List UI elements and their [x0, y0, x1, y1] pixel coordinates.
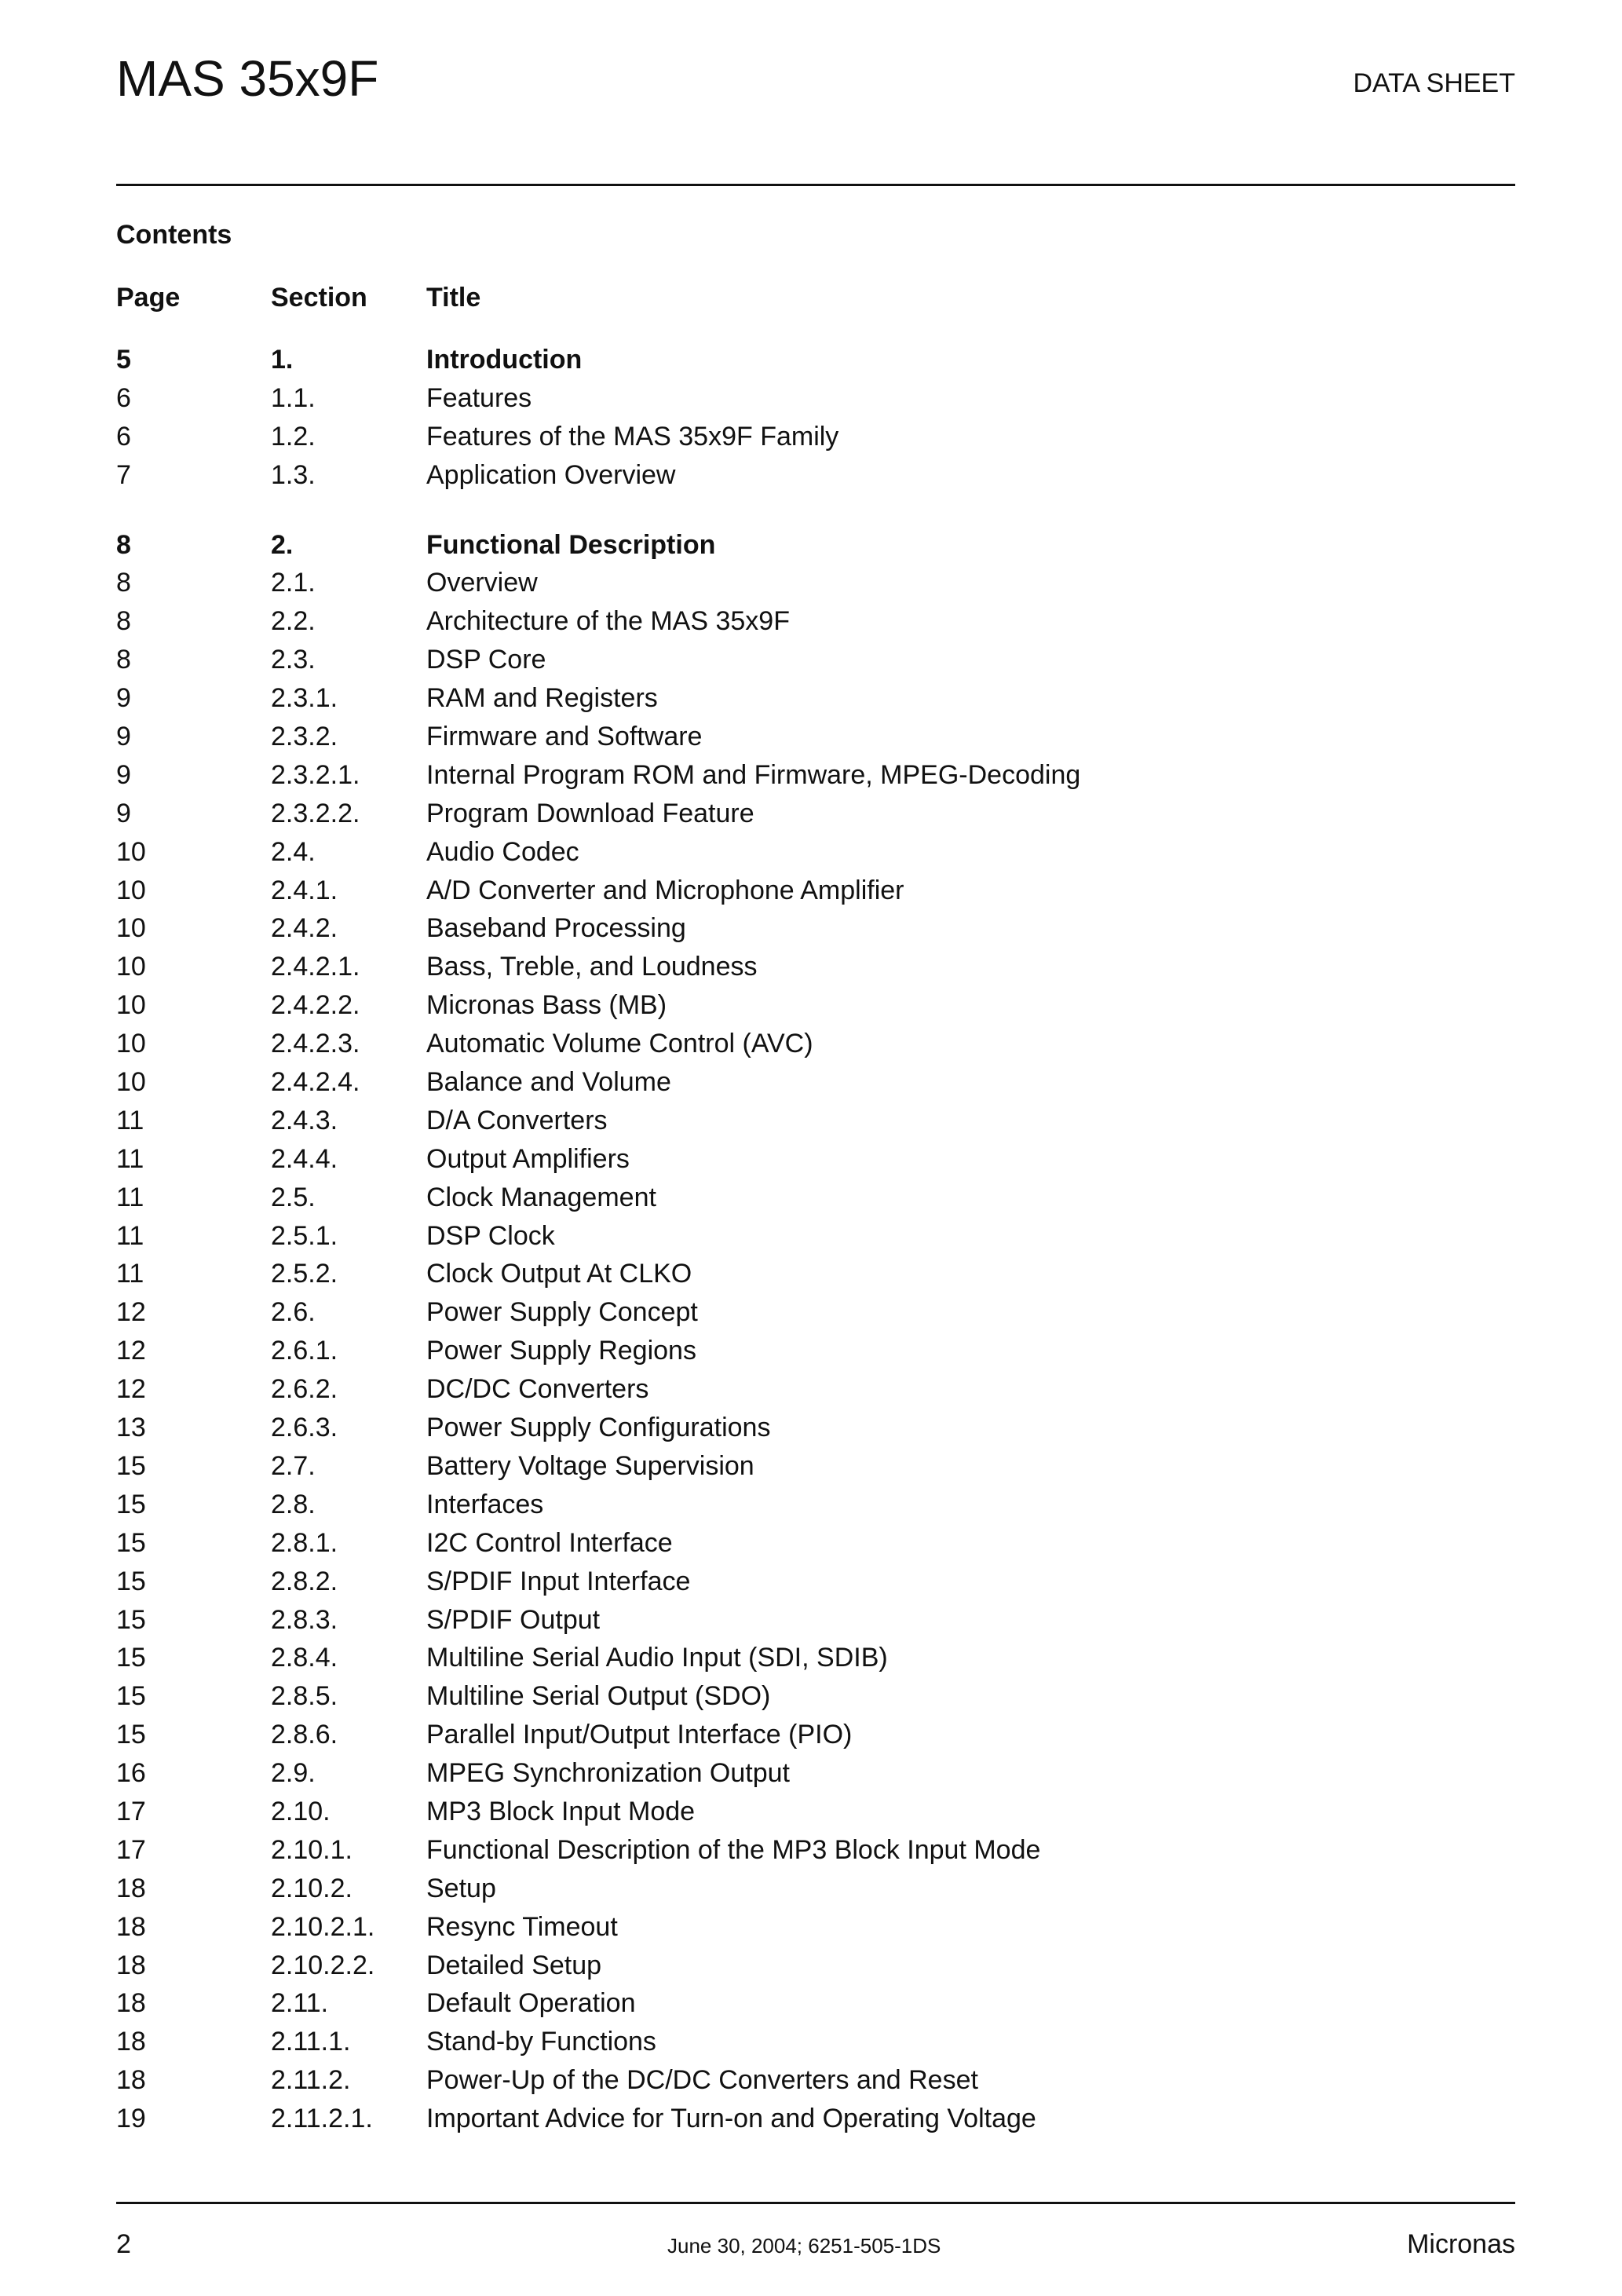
toc-title: Stand-by Functions — [426, 2027, 656, 2057]
toc-section-number: 2.6. — [271, 1297, 316, 1328]
toc-section-number: 2.10.1. — [271, 1834, 353, 1865]
toc-section-number: 2.6.2. — [271, 1374, 338, 1405]
toc-title: Features — [426, 382, 532, 413]
toc-section-number: 2.7. — [271, 1450, 316, 1481]
toc-page-number: 7 — [116, 459, 131, 490]
toc-title: DSP Clock — [426, 1220, 555, 1251]
contents-heading: Contents — [116, 220, 232, 250]
toc-title: Power Supply Concept — [426, 1297, 698, 1328]
toc-row — [116, 1447, 1529, 1486]
toc-row — [116, 1754, 1529, 1793]
toc-row — [116, 872, 1529, 910]
toc-row — [116, 1870, 1529, 1908]
toc-page-number: 18 — [116, 1988, 146, 2019]
toc-title: Automatic Volume Control (AVC) — [426, 1029, 813, 1059]
toc-page-number: 16 — [116, 1758, 146, 1789]
toc-page-number: 12 — [116, 1297, 146, 1328]
toc-page-number: 10 — [116, 836, 146, 867]
toc-row — [116, 2023, 1529, 2061]
toc-row — [116, 1486, 1529, 1524]
toc-section-number: 2.10. — [271, 1796, 331, 1826]
toc-row — [116, 1677, 1529, 1716]
toc-row — [116, 1716, 1529, 1754]
toc-row — [116, 1984, 1529, 2023]
footer-page-number: 2 — [116, 2229, 131, 2259]
toc-row — [116, 1601, 1529, 1640]
toc-row — [116, 564, 1529, 602]
toc-page-number: 10 — [116, 1029, 146, 1059]
toc-title: Important Advice for Turn-on and Operating Voltage — [426, 2104, 1036, 2134]
toc-section-number: 2.1. — [271, 568, 316, 598]
toc-title: Functional Description of the MP3 Block Input Mode — [426, 1834, 1041, 1865]
toc-section-number: 2.11. — [271, 1988, 329, 2019]
toc-title: Clock Output At CLKO — [426, 1259, 692, 1289]
toc-section-number: 2.4.3. — [271, 1105, 338, 1135]
toc-title: Detailed Setup — [426, 1950, 602, 1980]
toc-title: Multiline Serial Audio Input (SDI, SDIB) — [426, 1643, 888, 1673]
toc-title: Overview — [426, 568, 538, 598]
toc-title: DC/DC Converters — [426, 1374, 649, 1405]
toc-chapter-row — [116, 341, 1529, 379]
toc-title: Audio Codec — [426, 836, 579, 867]
toc-row — [116, 679, 1529, 718]
toc-title: RAM and Registers — [426, 683, 658, 714]
toc-page-number: 12 — [116, 1336, 146, 1366]
toc-title: Application Overview — [426, 459, 676, 490]
column-header-section: Section — [271, 283, 367, 313]
toc-section-number: 2. — [271, 529, 294, 560]
toc-page-number: 15 — [116, 1681, 146, 1712]
toc-page-number: 9 — [116, 798, 131, 828]
toc-title: Balance and Volume — [426, 1067, 671, 1098]
toc-section-number: 2.9. — [271, 1758, 316, 1789]
toc-section-number: 2.3.2.1. — [271, 759, 360, 790]
toc-title: Clock Management — [426, 1182, 656, 1212]
toc-section-number: 2.4.2.4. — [271, 1067, 360, 1098]
toc-page-number: 18 — [116, 2065, 146, 2096]
toc-page-number: 11 — [116, 1182, 144, 1212]
toc-section-number: 2.5.1. — [271, 1220, 338, 1251]
toc-section-number: 2.4.2.2. — [271, 990, 360, 1021]
toc-page-number: 10 — [116, 1067, 146, 1098]
toc-page-number: 19 — [116, 2104, 146, 2134]
toc-page-number: 11 — [116, 1259, 144, 1289]
toc-section-number: 1.2. — [271, 421, 316, 452]
toc-chapter-row — [116, 526, 1529, 565]
toc-row — [116, 1908, 1529, 1947]
toc-row — [116, 2100, 1529, 2138]
toc-page-number: 15 — [116, 1643, 146, 1673]
toc-row — [116, 1063, 1529, 1102]
toc-page-number: 18 — [116, 1950, 146, 1980]
toc-section-number: 2.4.2. — [271, 913, 338, 944]
toc-section-number: 2.4.2.3. — [271, 1029, 360, 1059]
toc-title: Introduction — [426, 345, 583, 375]
toc-page-number: 18 — [116, 1911, 146, 1942]
toc-section-number: 2.8.3. — [271, 1604, 338, 1635]
toc-row — [116, 1370, 1529, 1409]
toc-title: MP3 Block Input Mode — [426, 1796, 696, 1826]
toc-title: Output Amplifiers — [426, 1143, 630, 1174]
toc-section-number: 2.3.1. — [271, 683, 338, 714]
toc-page-number: 17 — [116, 1834, 146, 1865]
toc-row — [116, 1332, 1529, 1370]
toc-page-number: 10 — [116, 913, 146, 944]
toc-section-number: 2.11.1. — [271, 2027, 351, 2057]
toc-section-number: 1. — [271, 345, 294, 375]
toc-section-number: 2.3.2.2. — [271, 798, 360, 828]
toc-section-number: 2.8.2. — [271, 1566, 338, 1596]
toc-title: Power Supply Configurations — [426, 1413, 771, 1443]
toc-row — [116, 1831, 1529, 1870]
toc-section-number: 2.5. — [271, 1182, 316, 1212]
toc-title: Micronas Bass (MB) — [426, 990, 667, 1021]
toc-page-number: 6 — [116, 382, 131, 413]
toc-section-number: 2.5.2. — [271, 1259, 338, 1289]
table-of-contents — [116, 341, 1529, 2138]
toc-section-number: 1.1. — [271, 382, 316, 413]
toc-title: D/A Converters — [426, 1105, 608, 1135]
column-header-page: Page — [116, 283, 181, 313]
toc-title: S/PDIF Input Interface — [426, 1566, 691, 1596]
toc-row — [116, 456, 1529, 495]
toc-row — [116, 1524, 1529, 1563]
toc-row — [116, 1179, 1529, 1217]
toc-title: Interfaces — [426, 1489, 544, 1519]
toc-page-number: 5 — [116, 345, 131, 375]
toc-title: Firmware and Software — [426, 722, 703, 752]
toc-page-number: 15 — [116, 1527, 146, 1558]
toc-section-number: 2.8.5. — [271, 1681, 338, 1712]
toc-page-number: 8 — [116, 529, 131, 560]
toc-row — [116, 909, 1529, 948]
toc-page-number: 9 — [116, 683, 131, 714]
toc-page-number: 15 — [116, 1450, 146, 1481]
toc-section-number: 2.8. — [271, 1489, 316, 1519]
header-divider — [116, 184, 1515, 186]
toc-page-number: 15 — [116, 1720, 146, 1750]
toc-row — [116, 718, 1529, 756]
toc-page-number: 15 — [116, 1489, 146, 1519]
footer-date-docnum: June 30, 2004; 6251-505-1DS — [667, 2234, 941, 2258]
toc-page-number: 9 — [116, 759, 131, 790]
toc-page-number: 10 — [116, 875, 146, 905]
toc-page-number: 15 — [116, 1566, 146, 1596]
toc-row — [116, 418, 1529, 456]
toc-title: Bass, Treble, and Loudness — [426, 952, 758, 982]
toc-section-number: 2.8.4. — [271, 1643, 338, 1673]
toc-row — [116, 1947, 1529, 1985]
toc-row — [116, 1025, 1529, 1063]
toc-section-number: 2.4. — [271, 836, 316, 867]
toc-title: Battery Voltage Supervision — [426, 1450, 754, 1481]
toc-section-number: 2.3. — [271, 645, 316, 675]
toc-section-number: 2.10.2.1. — [271, 1911, 375, 1942]
toc-section-number: 2.10.2. — [271, 1873, 353, 1903]
toc-title: I2C Control Interface — [426, 1527, 673, 1558]
toc-row — [116, 1140, 1529, 1179]
toc-section-number: 2.4.4. — [271, 1143, 338, 1174]
toc-row — [116, 986, 1529, 1025]
column-header-title: Title — [426, 283, 481, 313]
toc-page-number: 11 — [116, 1220, 144, 1251]
toc-page-number: 17 — [116, 1796, 146, 1826]
toc-row — [116, 1793, 1529, 1831]
toc-section-number: 2.6.3. — [271, 1413, 338, 1443]
toc-page-number: 11 — [116, 1143, 144, 1174]
toc-row — [116, 1639, 1529, 1677]
toc-section-number: 2.8.1. — [271, 1527, 338, 1558]
toc-section-number: 2.6.1. — [271, 1336, 338, 1366]
toc-page-number: 18 — [116, 2027, 146, 2057]
toc-section-number: 2.3.2. — [271, 722, 338, 752]
toc-title: Features of the MAS 35x9F Family — [426, 421, 839, 452]
toc-row — [116, 1409, 1529, 1447]
product-title: MAS 35x9F — [116, 50, 379, 107]
toc-title: S/PDIF Output — [426, 1604, 601, 1635]
toc-title: Baseband Processing — [426, 913, 686, 944]
toc-title: Architecture of the MAS 35x9F — [426, 606, 790, 637]
toc-page-number: 8 — [116, 645, 131, 675]
toc-page-number: 18 — [116, 1873, 146, 1903]
toc-page-number: 6 — [116, 421, 131, 452]
toc-page-number: 15 — [116, 1604, 146, 1635]
toc-row — [116, 1293, 1529, 1332]
toc-row — [116, 948, 1529, 986]
toc-section-number: 2.11.2. — [271, 2065, 351, 2096]
toc-row — [116, 1563, 1529, 1601]
toc-row — [116, 641, 1529, 679]
toc-section-number: 2.11.2.1. — [271, 2104, 373, 2134]
toc-page-number: 11 — [116, 1105, 144, 1135]
toc-title: A/D Converter and Microphone Amplifier — [426, 875, 904, 905]
toc-section-number: 2.2. — [271, 606, 316, 637]
toc-page-number: 8 — [116, 606, 131, 637]
toc-title: Program Download Feature — [426, 798, 754, 828]
toc-row — [116, 833, 1529, 872]
toc-page-number: 8 — [116, 568, 131, 598]
toc-page-number: 9 — [116, 722, 131, 752]
toc-row — [116, 795, 1529, 833]
toc-row — [116, 379, 1529, 418]
toc-page-number: 13 — [116, 1413, 146, 1443]
document-type: DATA SHEET — [1353, 68, 1515, 98]
toc-row — [116, 1217, 1529, 1256]
toc-section-number: 2.8.6. — [271, 1720, 338, 1750]
toc-title: MPEG Synchronization Output — [426, 1758, 791, 1789]
toc-title: Functional Description — [426, 529, 716, 560]
toc-row — [116, 2061, 1529, 2100]
toc-row — [116, 1102, 1529, 1140]
toc-section-number: 2.10.2.2. — [271, 1950, 375, 1980]
toc-title: Internal Program ROM and Firmware, MPEG-Decoding — [426, 759, 1081, 790]
footer-brand: Micronas — [1407, 2229, 1515, 2259]
toc-row — [116, 602, 1529, 641]
toc-section-number: 2.4.1. — [271, 875, 338, 905]
toc-title: Resync Timeout — [426, 1911, 618, 1942]
toc-page-number: 10 — [116, 990, 146, 1021]
toc-title: Setup — [426, 1873, 496, 1903]
footer-divider — [116, 2202, 1515, 2204]
toc-section-number: 1.3. — [271, 459, 316, 490]
toc-column-headers — [116, 280, 1529, 317]
toc-page-number: 10 — [116, 952, 146, 982]
toc-row — [116, 1255, 1529, 1293]
toc-title: Multiline Serial Output (SDO) — [426, 1681, 771, 1712]
toc-title: Power Supply Regions — [426, 1336, 696, 1366]
toc-title: DSP Core — [426, 645, 546, 675]
toc-title: Default Operation — [426, 1988, 636, 2019]
toc-page-number: 12 — [116, 1374, 146, 1405]
toc-row — [116, 756, 1529, 795]
toc-title: Power-Up of the DC/DC Converters and Reset — [426, 2065, 978, 2096]
toc-title: Parallel Input/Output Interface (PIO) — [426, 1720, 853, 1750]
toc-section-number: 2.4.2.1. — [271, 952, 360, 982]
